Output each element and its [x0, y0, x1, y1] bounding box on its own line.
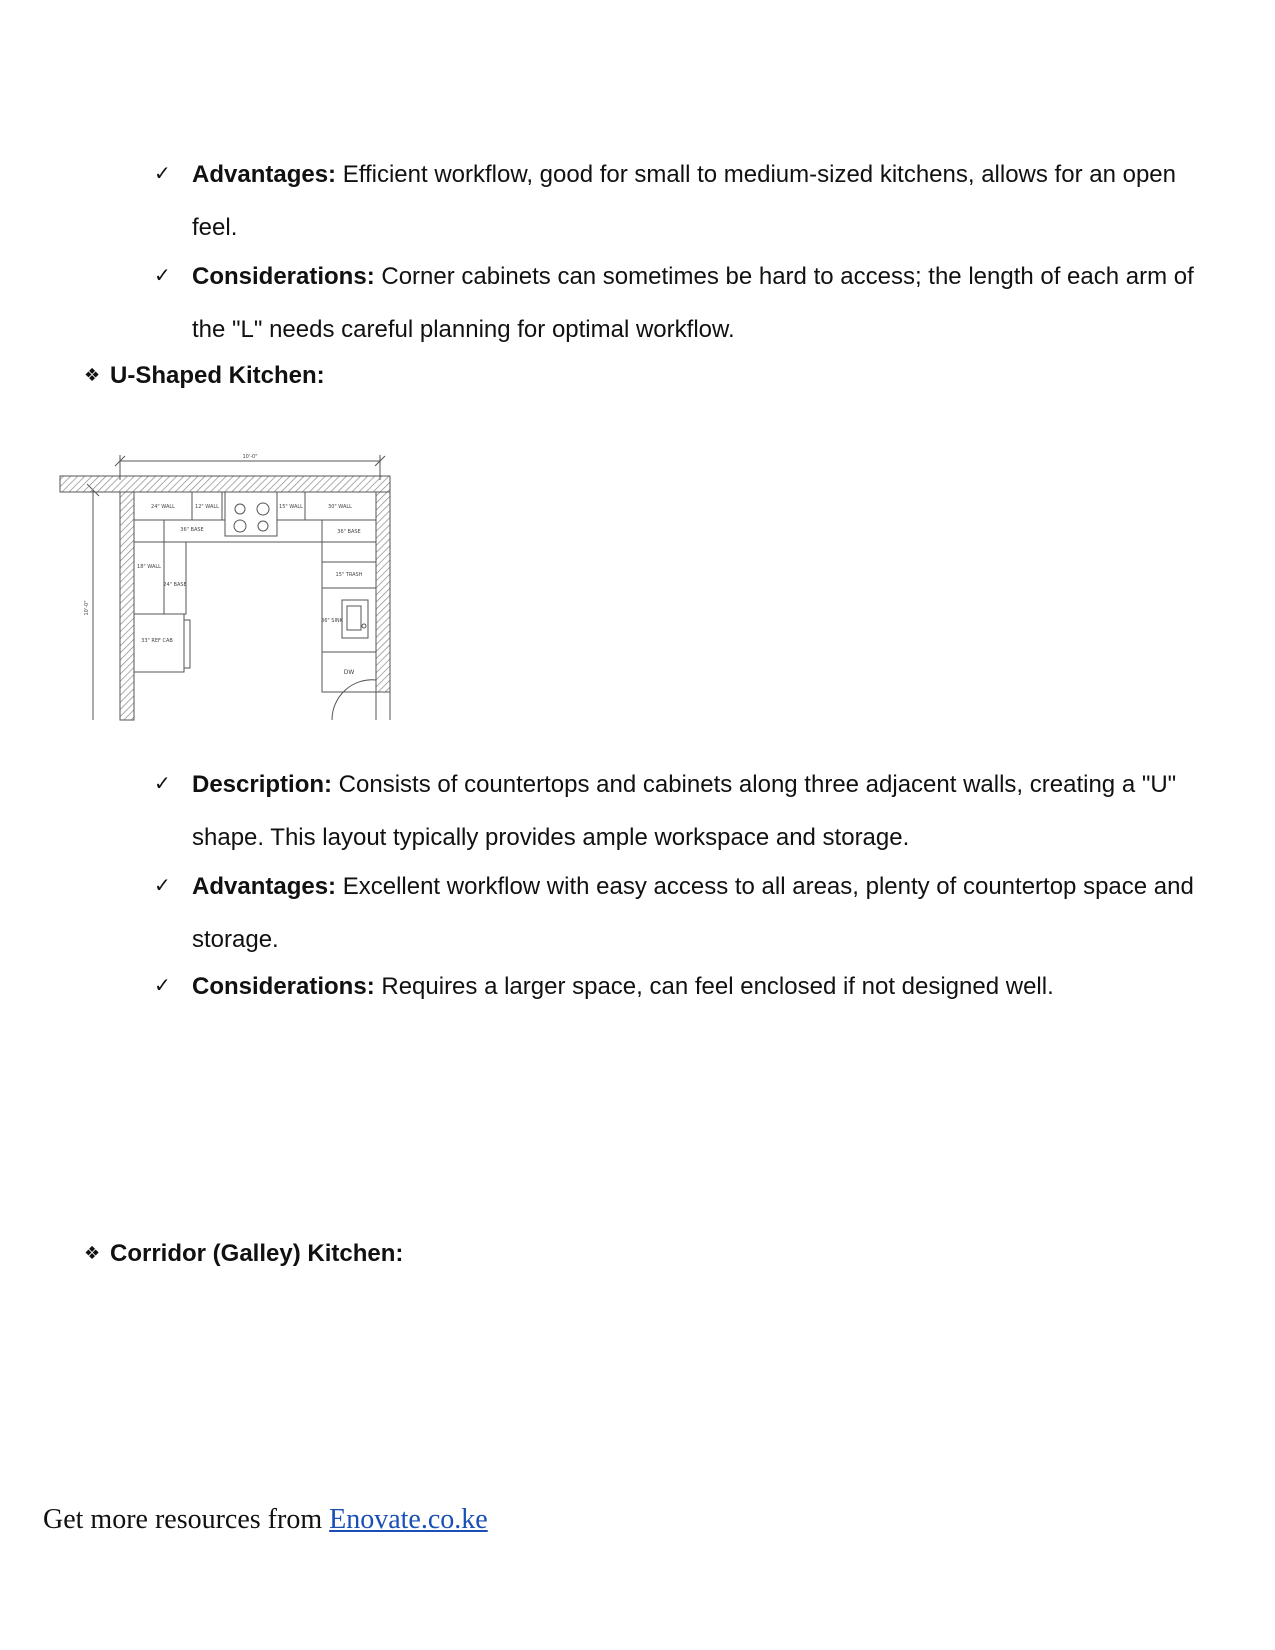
plan-label-wall-18: 18" WALL: [137, 564, 161, 570]
item-text: Requires a larger space, can feel enclosed if not designed well.: [374, 973, 1054, 1000]
plan-label-trash: 15" TRASH: [335, 572, 363, 578]
item-text: Excellent workflow with easy access to all areas, plenty of countertop space and storage.: [192, 873, 1194, 953]
section-heading-galley: ❖ Corridor (Galley) Kitchen:: [84, 1240, 404, 1267]
checkmark-icon: ✓: [154, 975, 171, 997]
u-shaped-kitchen-floor-plan: [60, 454, 405, 743]
diamond-bullet-icon: ❖: [84, 365, 101, 385]
list-item: [154, 250, 1214, 356]
plan-dimension-side: 10'-0": [84, 600, 90, 616]
checkmark-icon: ✓: [154, 875, 171, 897]
section-heading-u-shaped: ❖ U-Shaped Kitchen:: [84, 362, 325, 389]
footer-link[interactable]: Enovate.co.ke: [329, 1504, 488, 1535]
checkmark-icon: ✓: [154, 773, 171, 795]
plan-label-base-36-right: 36" BASE: [337, 529, 361, 535]
item-label: Advantages:: [192, 873, 337, 900]
item-label: Advantages:: [192, 161, 337, 188]
item-text: Corner cabinets can sometimes be hard to access; the length of each arm of the "L" needs careful planning for optimal workflow.: [192, 263, 1194, 343]
plan-label-base-36-left: 36" BASE: [180, 527, 204, 533]
item-label: Considerations:: [192, 263, 375, 290]
list-item: [154, 860, 1214, 966]
checkmark-icon: ✓: [154, 265, 171, 287]
diamond-bullet-icon: ❖: [84, 1243, 101, 1263]
item-text: Efficient workflow, good for small to medium-sized kitchens, allows for an open feel.: [192, 161, 1176, 241]
plan-dimension-top: 10'-0": [242, 454, 258, 460]
list-item: [154, 148, 1214, 254]
footer-text: Get more resources from: [43, 1504, 330, 1535]
plan-label-dw: DW: [343, 669, 355, 676]
plan-label-ref-cab: 33" REF CAB: [141, 638, 173, 644]
checkmark-icon: ✓: [154, 163, 171, 185]
list-item: [154, 960, 1214, 1013]
item-label: Description:: [192, 771, 333, 798]
plan-label-wall-30: 30" WALL: [328, 504, 352, 510]
list-item: [154, 758, 1214, 864]
plan-label-wall-24: 24" WALL: [151, 504, 175, 510]
plan-label-wall-12: 12" WALL: [195, 504, 219, 510]
plan-label-wall-15: 15" WALL: [279, 504, 303, 510]
plan-label-sink: 36" SINK: [321, 618, 343, 624]
item-text: Consists of countertops and cabinets along three adjacent walls, creating a "U" shape. This layout typically provides ample workspace and storage.: [192, 771, 1177, 851]
item-label: Considerations:: [192, 973, 375, 1000]
footer: [43, 1504, 488, 1536]
plan-label-base-24: 24" BASE: [163, 582, 187, 588]
